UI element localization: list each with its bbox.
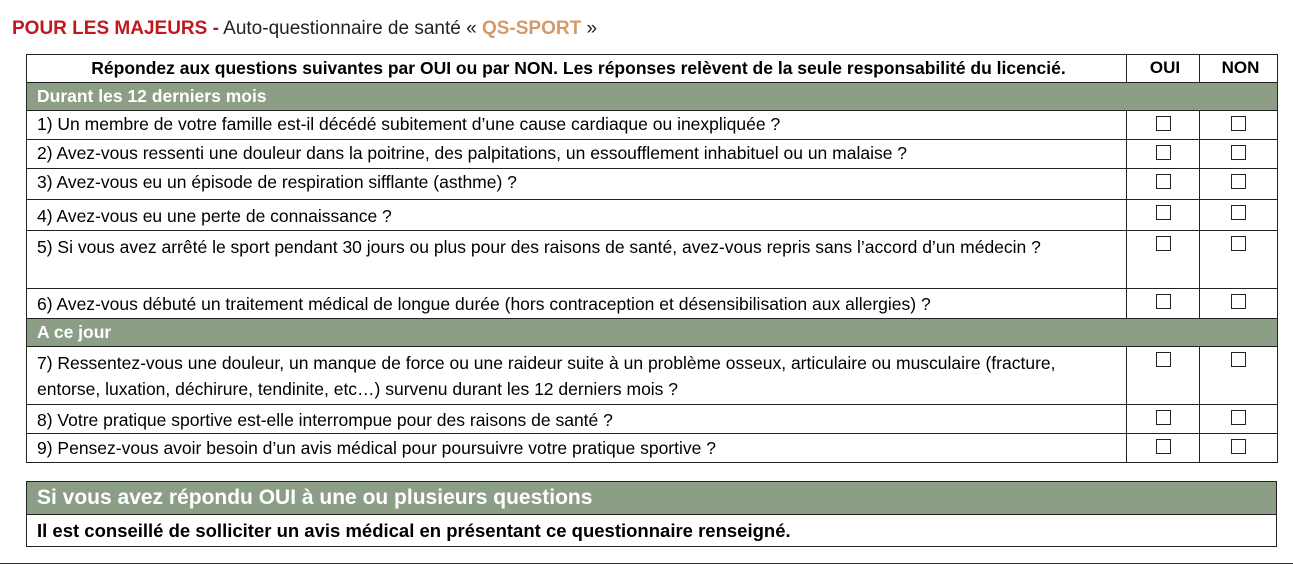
q7-non-checkbox[interactable] — [1231, 352, 1246, 367]
question-row-8 — [27, 405, 1278, 434]
question-text: 4) Avez-vous eu une perte de connaissance ? — [27, 200, 1127, 231]
q4-non-checkbox[interactable] — [1231, 205, 1246, 220]
oui-header: OUI — [1127, 55, 1200, 83]
section-title: A ce jour — [27, 319, 1278, 347]
footer-box — [26, 481, 1277, 547]
page-title — [12, 18, 597, 40]
q2-non-checkbox[interactable] — [1231, 145, 1246, 160]
q8-non-checkbox[interactable] — [1231, 410, 1246, 425]
bottom-divider — [0, 563, 1293, 564]
title-highlight: QS-SPORT — [481, 18, 582, 39]
q6-oui-checkbox[interactable] — [1156, 294, 1171, 309]
question-row-7 — [27, 347, 1278, 405]
footer-heading: Si vous avez répondu OUI à une ou plusieurs questions — [27, 482, 1277, 515]
question-row-5 — [27, 231, 1278, 289]
section-title: Durant les 12 derniers mois — [27, 83, 1278, 111]
q5-non-checkbox[interactable] — [1231, 236, 1246, 251]
q3-oui-checkbox[interactable] — [1156, 174, 1171, 189]
question-text: 3) Avez-vous eu un épisode de respiration sifflante (asthme) ? — [27, 169, 1127, 200]
title-middle: Auto-questionnaire de santé « — [218, 18, 482, 39]
question-text: 9) Pensez-vous avoir besoin d’un avis médical pour poursuivre votre pratique sportive ? — [27, 434, 1127, 463]
q4-oui-checkbox[interactable] — [1156, 205, 1171, 220]
question-text: 5) Si vous avez arrêté le sport pendant 30 jours ou plus pour des raisons de santé, avez-vous repris sans l’accord d’un médecin ? — [27, 231, 1127, 289]
title-suffix: » — [581, 18, 598, 39]
q6-non-checkbox[interactable] — [1231, 294, 1246, 309]
question-row-9 — [27, 434, 1278, 463]
q9-non-checkbox[interactable] — [1231, 439, 1246, 454]
title-prefix: POUR LES MAJEURS - — [12, 18, 219, 39]
q5-oui-checkbox[interactable] — [1156, 236, 1171, 251]
non-header: NON — [1200, 55, 1278, 83]
question-text: 6) Avez-vous débuté un traitement médical de longue durée (hors contraception et désensibilisation aux allergies) ? — [27, 289, 1127, 319]
question-text: 7) Ressentez-vous une douleur, un manque de force ou une raideur suite à un problème osseux, articulaire ou musculaire (fracture, entorse, luxation, déchirure, tendinite, etc…) survenu durant les 12 derniers mois ? — [27, 347, 1127, 405]
q2-oui-checkbox[interactable] — [1156, 145, 1171, 160]
header-row — [27, 55, 1278, 83]
section-header-12-months — [27, 83, 1278, 111]
question-text: 2) Avez-vous ressenti une douleur dans la poitrine, des palpitations, un essoufflement inhabituel ou un malaise ? — [27, 140, 1127, 169]
question-text: 1) Un membre de votre famille est-il décédé subitement d’une cause cardiaque ou inexpliquée ? — [27, 111, 1127, 140]
questionnaire-table — [26, 54, 1278, 463]
question-row-4 — [27, 200, 1278, 231]
q1-non-checkbox[interactable] — [1231, 116, 1246, 131]
section-header-today — [27, 319, 1278, 347]
q3-non-checkbox[interactable] — [1231, 174, 1246, 189]
instruction-text: Répondez aux questions suivantes par OUI ou par NON. Les réponses relèvent de la seule responsabilité du licencié. — [27, 55, 1127, 83]
q7-oui-checkbox[interactable] — [1156, 352, 1171, 367]
footer-advice: Il est conseillé de solliciter un avis médical en présentant ce questionnaire renseigné. — [27, 515, 1277, 547]
question-row-6 — [27, 289, 1278, 319]
q8-oui-checkbox[interactable] — [1156, 410, 1171, 425]
question-row-1 — [27, 111, 1278, 140]
q1-oui-checkbox[interactable] — [1156, 116, 1171, 131]
question-row-3 — [27, 169, 1278, 200]
q9-oui-checkbox[interactable] — [1156, 439, 1171, 454]
question-text: 8) Votre pratique sportive est-elle interrompue pour des raisons de santé ? — [27, 405, 1127, 434]
question-row-2 — [27, 140, 1278, 169]
